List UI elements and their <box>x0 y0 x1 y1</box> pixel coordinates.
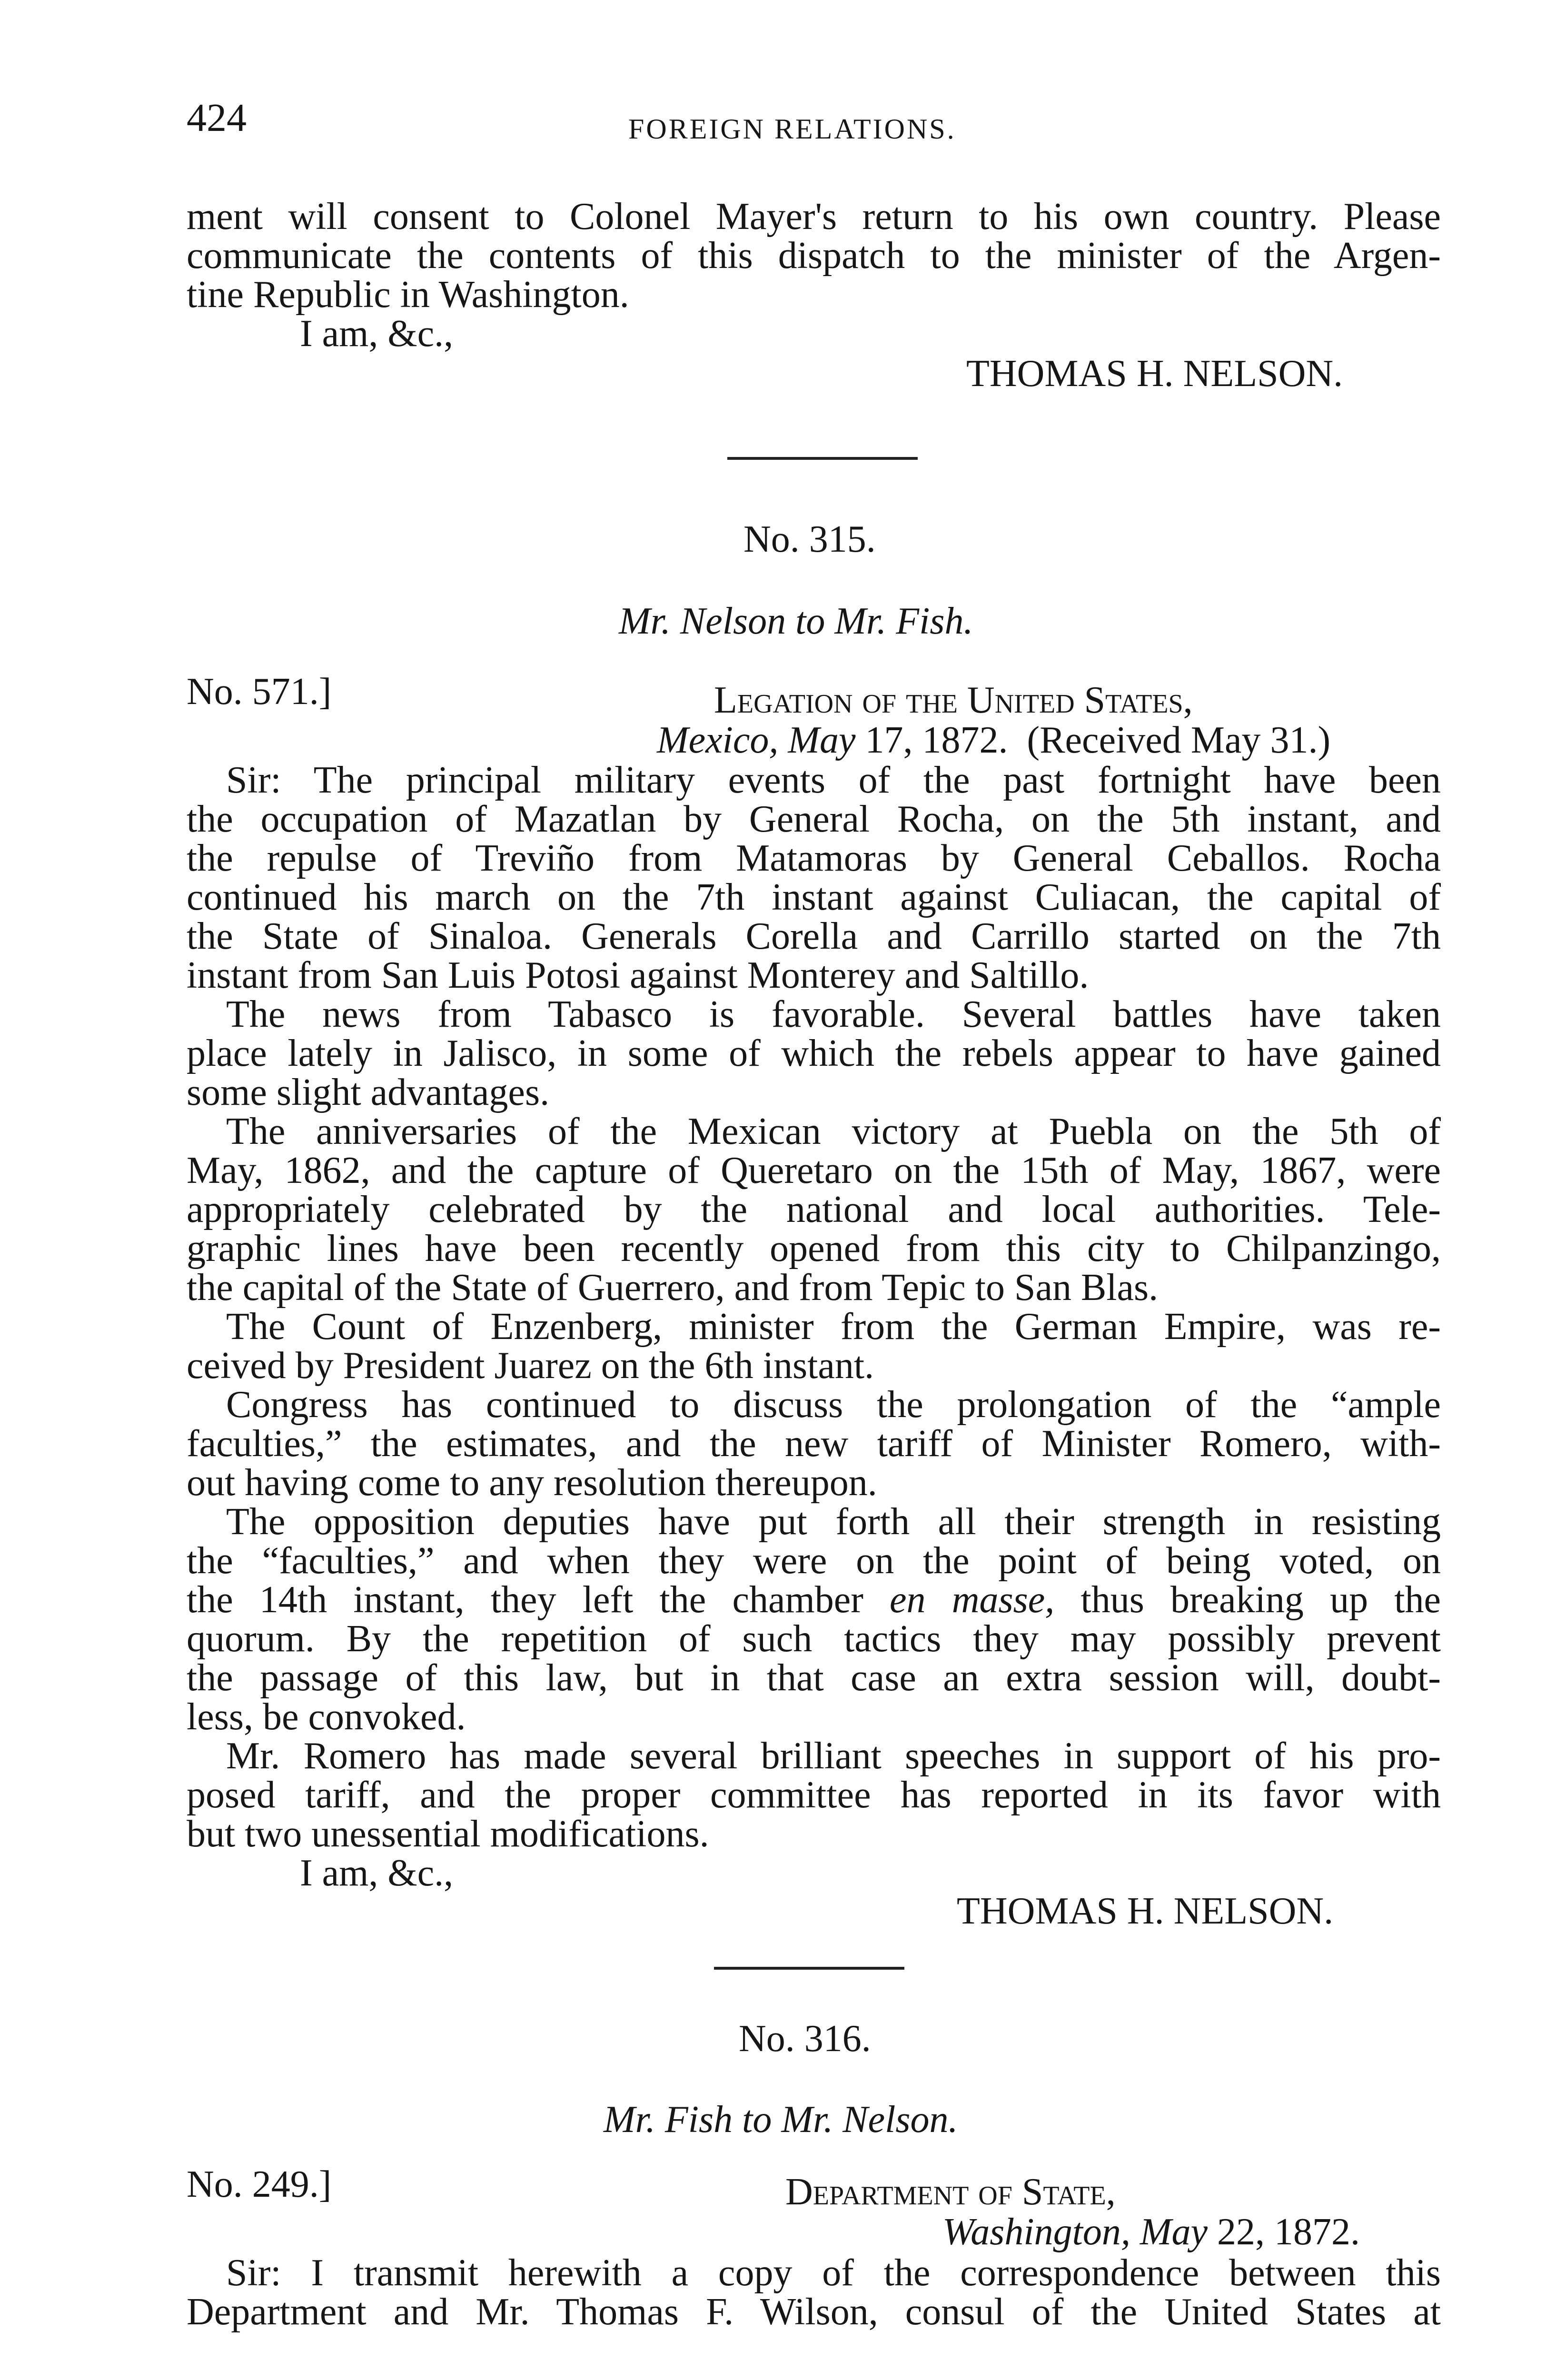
page-number: 424 <box>187 96 247 140</box>
body-line: The anniversaries of the Mexican victory at Puebla on the 5th of <box>226 1111 1441 1152</box>
body-line: The Count of Enzenberg, minister from the German Empire, was re- <box>226 1306 1441 1348</box>
body-line: Mr. Romero has made several brilliant speeches in support of his pro- <box>226 1735 1441 1777</box>
signature: THOMAS H. NELSON. <box>966 353 1343 395</box>
body-line: place lately in Jalisco, in some of which the rebels appear to have gained <box>187 1032 1441 1074</box>
dispatch-reference: No. 249.] <box>187 2163 332 2205</box>
body-line: the 14th instant, they left the chamber en masse, thus breaking up the <box>187 1579 1441 1621</box>
closing: I am, &c., <box>300 313 454 355</box>
document-heading: Mr. Nelson to Mr. Fish. <box>619 600 973 642</box>
body-line: the “faculties,” and when they were on the point of being voted, on <box>187 1540 1441 1582</box>
body-line: some slight advantages. <box>187 1071 550 1113</box>
body-line: ceived by President Juarez on the 6th instant. <box>187 1345 874 1387</box>
body-line: graphic lines have been recently opened from this city to Chilpanzingo, <box>187 1228 1441 1269</box>
dispatch-date: Washington, May 22, 1872. <box>942 2211 1360 2253</box>
document-number: No. 315. <box>743 518 876 560</box>
body-line: the State of Sinaloa. Generals Corella and Carrillo started on the 7th <box>187 915 1441 957</box>
body-line: the occupation of Mazatlan by General Rocha, on the 5th instant, and <box>187 798 1441 840</box>
body-line: May, 1862, and the capture of Queretaro on the 15th of May, 1867, were <box>187 1150 1441 1191</box>
body-line: communicate the contents of this dispatch to the minister of the Argen- <box>187 235 1441 277</box>
body-line: ment will consent to Colonel Mayer's return to his own country. Please <box>187 196 1441 238</box>
body-line: out having come to any resolution thereupon. <box>187 1462 877 1504</box>
body-line: the repulse of Treviño from Matamoras by General Ceballos. Rocha <box>187 837 1441 879</box>
body-line: The news from Tabasco is favorable. Several battles have taken <box>226 993 1441 1035</box>
body-line: continued his march on the 7th instant against Culiacan, the capital of <box>187 876 1441 918</box>
dispatch-origin: Legation of the United States, <box>714 679 1193 721</box>
section-divider <box>714 1967 904 1970</box>
dispatch-origin: Department of State, <box>785 2171 1116 2213</box>
body-line: Department and Mr. Thomas F. Wilson, consul of the United States at <box>187 2291 1441 2333</box>
body-line: Sir: The principal military events of the past fortnight have been <box>226 759 1441 801</box>
body-line: but two unessential modifications. <box>187 1813 709 1855</box>
body-line: quorum. By the repetition of such tactics they may possibly prevent <box>187 1618 1441 1660</box>
document-heading: Mr. Fish to Mr. Nelson. <box>604 2099 958 2141</box>
body-line: less, be convoked. <box>187 1696 466 1738</box>
body-line: appropriately celebrated by the national and local authorities. Tele- <box>187 1189 1441 1230</box>
closing: I am, &c., <box>300 1852 454 1894</box>
running-title: FOREIGN RELATIONS. <box>628 113 956 145</box>
body-line: the capital of the State of Guerrero, and from Tepic to San Blas. <box>187 1267 1159 1309</box>
body-line: posed tariff, and the proper committee has reported in its favor with <box>187 1774 1441 1816</box>
signature: THOMAS H. NELSON. <box>957 1890 1334 1932</box>
document-number: No. 316. <box>739 2018 871 2060</box>
body-line: faculties,” the estimates, and the new tariff of Minister Romero, with- <box>187 1423 1441 1465</box>
dispatch-reference: No. 571.] <box>187 671 332 713</box>
body-line: instant from San Luis Potosi against Monterey and Saltillo. <box>187 954 1089 996</box>
received-note: (Received May 31.) <box>1027 719 1331 761</box>
body-line: the passage of this law, but in that case an extra session will, doubt- <box>187 1657 1441 1699</box>
body-line: tine Republic in Washington. <box>187 274 629 316</box>
body-line: Congress has continued to discuss the prolongation of the “ample <box>226 1384 1441 1426</box>
body-line: The opposition deputies have put forth all their strength in resisting <box>226 1501 1441 1543</box>
body-line: Sir: I transmit herewith a copy of the correspondence between this <box>226 2252 1441 2294</box>
section-divider <box>727 457 918 460</box>
dispatch-date: Mexico, May 17, 1872. (Received May 31.) <box>657 719 1331 761</box>
